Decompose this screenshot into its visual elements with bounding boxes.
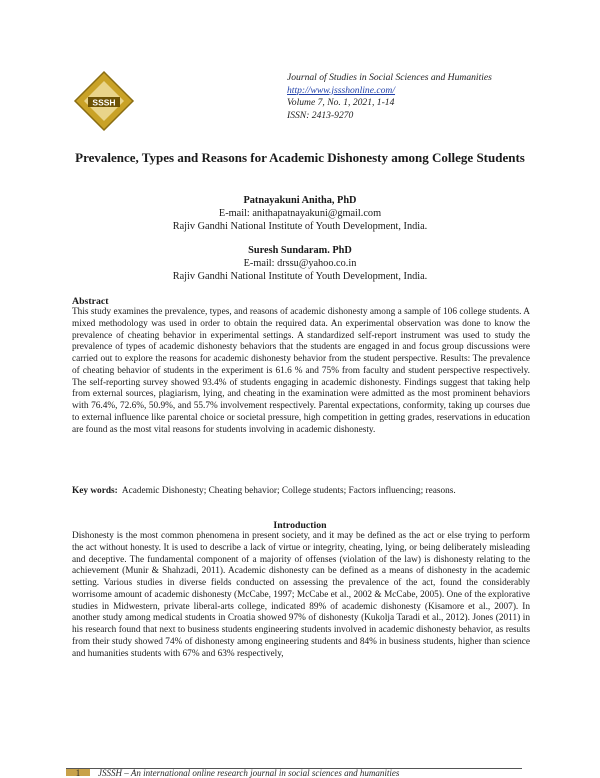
introduction-heading: Introduction — [273, 520, 327, 531]
author-affiliation: Rajiv Gandhi National Institute of Youth Development, India. — [172, 271, 428, 282]
journal-logo — [73, 70, 135, 132]
keywords-label: Key words: — [72, 486, 118, 496]
author-email: E-mail: drssu@yahoo.co.in — [243, 258, 357, 269]
keywords-line — [72, 486, 530, 496]
page-number: 1 — [66, 769, 90, 776]
journal-issn: ISSN: 2413-9270 — [287, 109, 354, 121]
author-block-1 — [70, 194, 530, 233]
footer-text: JSSSH – An international online research journal in social sciences and humanities — [98, 768, 400, 778]
journal-url-link[interactable]: http://www.jssshonline.com/ — [287, 84, 396, 96]
journal-volume: Volume 7, No. 1, 2021, 1-14 — [287, 97, 395, 109]
journal-info — [287, 72, 492, 122]
author-name: Patnayakuni Anitha, PhD — [243, 195, 357, 206]
author-email: E-mail: anithapatnayakuni@gmail.com — [218, 208, 382, 219]
keywords-text: Academic Dishonesty; Cheating behavior; College students; Factors influencing; reasons. — [121, 486, 456, 496]
journal-name: Journal of Studies in Social Sciences and Humanities — [287, 72, 492, 83]
author-block-2 — [70, 244, 530, 283]
author-affiliation: Rajiv Gandhi National Institute of Youth Development, India. — [172, 221, 428, 232]
author-name: Suresh Sundaram. PhD — [248, 245, 352, 256]
abstract-text: This study examines the prevalence, types, and reasons of academic dishonesty among a sample of 106 college students. A mixed methodology was used in order to obtain the required data. An experimental observation was done to know the prevalence of cheating behavior in experimental settings. A standardized self-report instrument was used to study the prevalence of types of academic dishonesty behaviors that the students are engaged in and focus group discussions were carried out to explore the reasons for academic dishonesty behavior from the student perspective. Results: The prevalence of cheating behavior of students in the experiment is 61.6 % and 75% from faculty and student perspective respectively. The self-reporting survey showed 93.4% of students engaging in academic dishonesty. Findings suggest that taking help from external sources, plagiarism, lying, and cheating in the examination were admitted as the most prominent behaviors with 76.4%, 72.6%, 50.9%, and 55.7% involvement respectively. Parental expectations, conformity, taking up courses due to external influence like parental choice or societal pressure, high competition in getting grades, reservations in education are found as the most vital reasons for students involving in academic dishonesty. — [72, 307, 530, 435]
introduction-text: Dishonesty is the most common phenomena in present society, and it may be defined as the act or else trying to perform the act without honesty. It is used to describe a lack of virtue or integrity, cheating, lying, or being deliberately misleading and deceptive. The fundamental component of a majority of offenses (violation of the law) is dishonesty relating to the achievement (Munir & Shahzadi, 2011). Academic dishonesty can be defined as a means of dishonesty in the academic setting. Various studies in diverse fields conducted on assessing the prevalence of the act, found the considerably worrisome amount of academic dishonesty (McCabe, 1997; McCabe et al., 2002 & McCabe, 2005). One of the explorative studies in Midwestern, private liberal-arts college, indicated 89% of academic dishonesty (Kisamore et al., 2007). In another study among medical students in Croatia showed 97% of dishonesty (Kukolja Taradi et al., 2012). Jones (2011) in his research found that next to business students engineering students involved in academic dishonesty behavior, as results from their study showed 74% of dishonesty among engineering students and 84% in business students, higher than science and humanities students with 67% and 63% respectively, — [72, 531, 530, 659]
paper-title: Prevalence, Types and Reasons for Academic Dishonesty among College Students — [75, 150, 525, 165]
logo-text: SSSH — [92, 97, 116, 108]
abstract-heading: Abstract — [72, 296, 109, 307]
